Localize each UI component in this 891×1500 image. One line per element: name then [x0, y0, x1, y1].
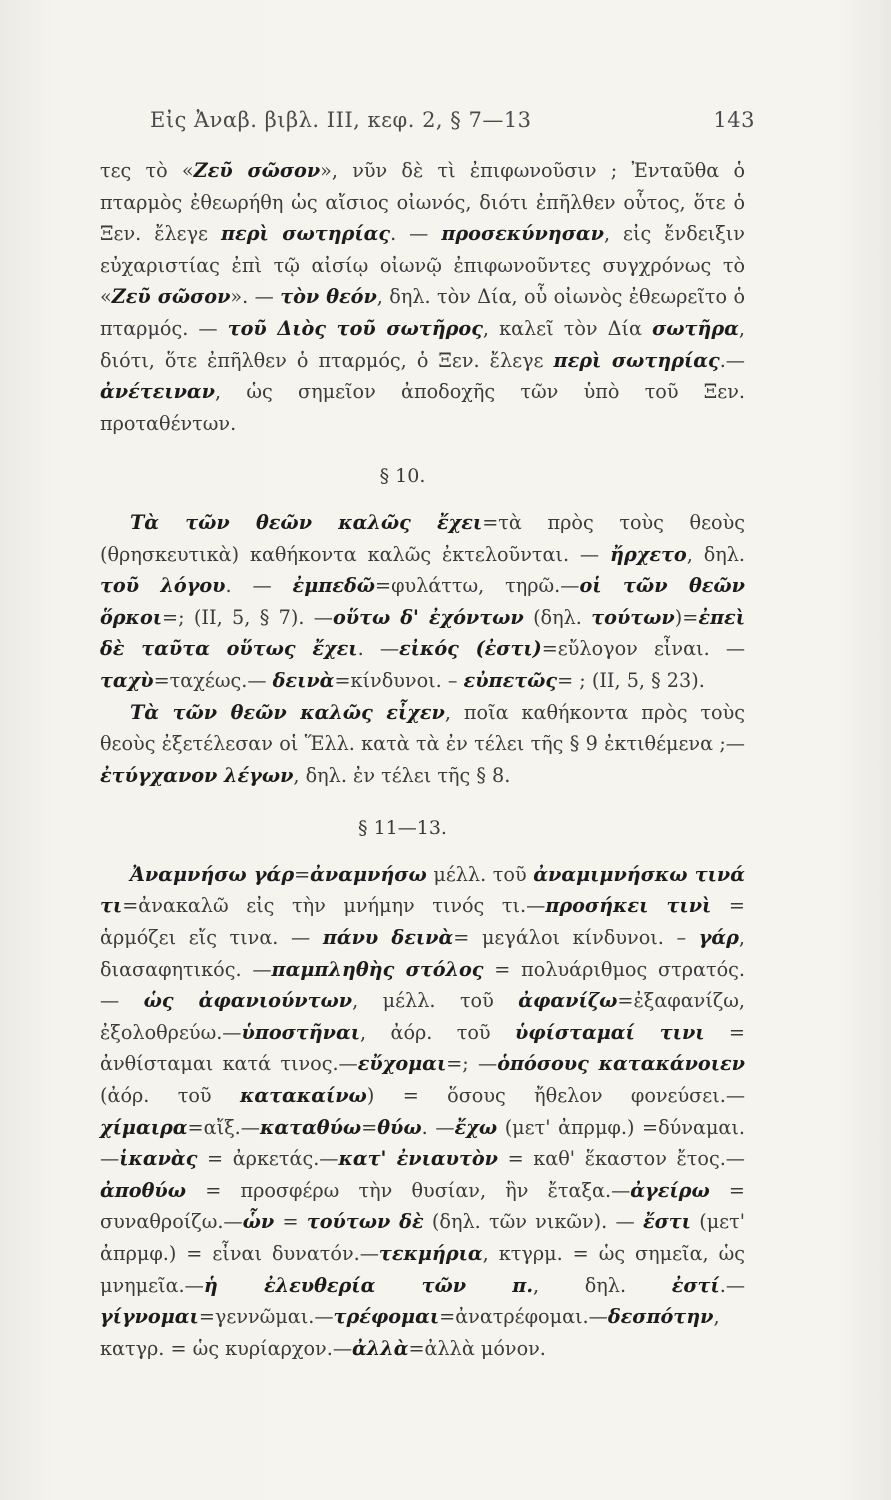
- lemma: ἐτύγχανον λέγων: [100, 763, 294, 787]
- lemma: δεσπότην: [607, 1305, 714, 1329]
- lemma: ἡ ἐλευθερία τῶν π.: [203, 1273, 534, 1297]
- gloss-text: = πολυάριθμος στρατός. —: [100, 957, 746, 1013]
- lemma: εἰκός (ἐστι): [399, 637, 542, 661]
- lemma: γίγνομαι: [100, 1305, 199, 1329]
- gloss-text: , δηλ. ἐν τέλει τῆς § 8.: [293, 763, 511, 787]
- lemma: τοῦ Διὸς τοῦ σωτῆρος: [227, 316, 483, 340]
- lemma: ὡς ἀφανιούντων: [143, 989, 353, 1013]
- gloss-text: , ποῖα καθήκοντα πρὸς τοὺς θεοὺς ἐξετέλεσαν οἱ Ἕλλ. κατὰ τὰ ἐν τέλει τῆς § 9 ἐκτιθέμενα ;—: [100, 700, 745, 756]
- lemma: καταθύω: [259, 1115, 362, 1139]
- lemma: ἔχω: [454, 1115, 498, 1139]
- lemma: ἱκανὰς: [119, 1147, 198, 1171]
- running-header: [150, 108, 755, 132]
- lemma: κατ' ἐνιαυτὸν: [338, 1147, 498, 1171]
- lemma: χίμαιρα: [100, 1115, 188, 1139]
- lemma: ἀφανίζω: [518, 989, 618, 1013]
- gloss-text: =; (II, 5, § 7). —: [162, 605, 333, 629]
- lemma: τούτων: [591, 605, 675, 629]
- gloss-text: ) = ὅσους ἤθελον φονεύσει.—: [366, 1084, 746, 1108]
- gloss-text: =ἀλλὰ μόνον.: [408, 1336, 546, 1360]
- lemma: ἀναμιμνήσκω τινά τι: [100, 862, 745, 918]
- gloss-text: . —: [390, 222, 442, 246]
- gloss-text: =αἴξ.—: [187, 1115, 260, 1139]
- gloss-text: = ἀρκετάς.—: [197, 1147, 339, 1171]
- lemma: ἐστί: [671, 1273, 720, 1297]
- gloss-text: , καλεῖ τὸν Δία: [482, 316, 653, 340]
- commentary-paragraph: [100, 507, 745, 697]
- gloss-text: =: [294, 862, 311, 886]
- gloss-text: =γεννῶμαι.—: [198, 1305, 334, 1329]
- lemma: πάνυ δεινὰ: [322, 926, 454, 950]
- gloss-text: .—: [719, 348, 745, 372]
- lemma: ἤρχετο: [610, 542, 687, 566]
- lemma: οἱ τῶν θεῶν ὅρκοι: [100, 574, 745, 629]
- gloss-text: , δηλ.: [533, 1273, 672, 1297]
- lemma: Τὰ τῶν θεῶν καλῶς ἔχει: [130, 510, 483, 534]
- lemma: οὕτω δ' ἐχόντων: [332, 605, 524, 629]
- gloss-text: = ἁρμόζει εἴς τινα. —: [100, 894, 745, 950]
- section-heading: § 10.: [379, 465, 426, 488]
- gloss-text: =εὔλογον εἶναι. —: [541, 637, 746, 661]
- lemma: ταχὺ: [100, 668, 154, 692]
- gloss-text: = ἀνθίσταμαι κατά τινος.—: [100, 1020, 745, 1076]
- gloss-text: , εἰς ἔνδειξιν εὐχαριστίας ἐπὶ τῷ αἰσίῳ οἰωνῷ ἐπιφωνοῦντες συγχρόνως τὸ «: [100, 222, 745, 309]
- lemma: ἀγείρω: [630, 1178, 710, 1202]
- gloss-text: = προσφέρω τὴν θυσίαν, ἣν ἔταξα.—: [186, 1178, 631, 1202]
- running-title: Εἰς Ἀναβ. βιβλ. III, κεφ. 2, § 7—13: [150, 108, 532, 132]
- lemma: ἀλλὰ: [352, 1336, 409, 1360]
- commentary-paragraph: [100, 697, 745, 792]
- gloss-text: =ἀνακαλῶ εἰς τὴν μνήμην τινός τι.—: [122, 894, 546, 918]
- gloss-text: . —: [225, 574, 293, 598]
- gloss-text: =; —: [446, 1052, 498, 1076]
- lemma: θύω: [377, 1115, 422, 1139]
- gloss-text: , δηλ. τὸν Δία, οὗ οἰωνὸς ἐθεωρεῖτο ὁ πταρμός. —: [100, 285, 745, 340]
- lemma: περὶ σωτηρίας: [553, 348, 720, 372]
- gloss-text: τες τὸ «: [100, 159, 194, 182]
- lemma: Ζεῦ σῶσον: [111, 285, 231, 309]
- lemma: γάρ: [698, 926, 739, 950]
- lemma: ὑφίσταμαί τινι: [514, 1020, 705, 1044]
- lemma: ἐπεὶ δὲ ταῦτα οὕτως ἔχει: [100, 605, 745, 661]
- gloss-text: μέλλ. τοῦ: [426, 862, 534, 886]
- gloss-text: , δηλ.: [686, 542, 745, 566]
- lemma: ὁπόσους κατακάνοιεν: [497, 1052, 745, 1076]
- lemma: Τὰ τῶν θεῶν καλῶς εἶχεν: [130, 700, 445, 724]
- gloss-text: =ταχέως.—: [153, 668, 273, 692]
- gloss-text: (δηλ.: [523, 605, 592, 629]
- gloss-text: )=: [674, 605, 699, 629]
- gloss-text: =ἀνατρέφομαι.—: [439, 1305, 608, 1329]
- lemma: ἀναμνήσω: [310, 862, 427, 886]
- lemma: τεκμήρια: [378, 1242, 483, 1265]
- commentary-paragraph: [100, 155, 745, 439]
- gloss-text: , μέλλ. τοῦ: [352, 989, 519, 1013]
- gloss-text: , ἀόρ. τοῦ: [360, 1020, 515, 1044]
- section-heading: § 11—13.: [358, 817, 447, 840]
- gloss-text: , διασαφητικός. —: [100, 926, 745, 981]
- page-body: [100, 155, 745, 1364]
- lemma: ἀποθύω: [100, 1178, 186, 1202]
- lemma: προσήκει τινὶ: [545, 894, 712, 918]
- gloss-text: (δηλ. τῶν νικῶν). —: [423, 1210, 643, 1234]
- lemma: τρέφομαι: [333, 1305, 440, 1329]
- gloss-text: . —: [357, 637, 400, 661]
- gloss-text: =: [361, 1115, 378, 1139]
- commentary-paragraph: [100, 859, 745, 1365]
- gloss-text: = ; (II, 5, § 23).: [557, 668, 705, 692]
- lemma: τὸν θεόν: [280, 285, 377, 309]
- gloss-text: (μετ' ἀπρμφ.) = εἶναι δυνατόν.—: [100, 1210, 745, 1265]
- lemma: τοῦ λόγου: [100, 574, 226, 598]
- gloss-text: = μεγάλοι κίνδυνοι. –: [453, 926, 699, 950]
- lemma: ἔστι: [642, 1210, 691, 1234]
- lemma: εὔχομαι: [357, 1052, 447, 1076]
- lemma: σωτῆρα: [652, 316, 739, 340]
- gloss-text: =: [274, 1210, 307, 1234]
- gloss-text: (μετ' ἀπρμφ.) =δύναμαι.—: [100, 1115, 746, 1171]
- gloss-text: .—: [719, 1273, 746, 1297]
- page-number: 143: [713, 108, 755, 132]
- lemma: περὶ σωτηρίας: [220, 222, 391, 246]
- lemma: Ἀναμνήσω γάρ: [130, 862, 295, 886]
- gloss-text: , κατγρ. = ὡς κυρίαρχον.—: [100, 1305, 720, 1360]
- lemma: ὧν: [242, 1210, 275, 1234]
- lemma: ὑποστῆναι: [241, 1020, 361, 1044]
- lemma: ἀνέτειναν: [100, 380, 215, 404]
- lemma: τούτων δὲ: [306, 1210, 424, 1234]
- gloss-text: = καθ' ἕκαστον ἔτος.—: [497, 1147, 745, 1171]
- gloss-text: = συναθροίζω.—: [100, 1178, 745, 1234]
- gloss-text: =ἐξαφανίζω, ἐξολοθρεύω.—: [100, 989, 745, 1044]
- lemma: κατακαίνω: [239, 1084, 367, 1108]
- gloss-text: =κίνδυνοι. –: [334, 668, 464, 692]
- gloss-text: =φυλάττω, τηρῶ.—: [375, 574, 580, 598]
- lemma: εὐπετῶς: [463, 668, 558, 692]
- gloss-text: , ὡς σημεῖον ἀποδοχῆς τῶν ὑπὸ τοῦ Ξεν. προταθέντων.: [100, 380, 745, 435]
- lemma: ἐμπεδῶ: [292, 574, 376, 598]
- lemma: προσεκύνησαν: [441, 222, 604, 246]
- gloss-text: , διότι, ὅτε ἐπῆλθεν ὁ πταρμός, ὁ Ξεν. ἔλεγε: [100, 316, 745, 372]
- gloss-text: , κτγρμ. = ὡς σημεῖα, ὡς μνημεῖα.—: [100, 1242, 746, 1297]
- gloss-text: », νῦν δὲ τὶ ἐπιφωνοῦσιν ; Ἐνταῦθα ὁ πταρμὸς ἐθεωρήθη ὡς αἴσιος οἰωνός, διότι ἐπῆλθεν οὗτος, ὅτε ὁ Ξεν. ἔλεγε: [100, 159, 746, 246]
- gloss-text: . —: [421, 1115, 455, 1139]
- lemma: παμπληθὴς στόλος: [271, 957, 484, 981]
- gloss-text: =τὰ πρὸς τοὺς θεοὺς (θρησκευτικὰ) καθήκοντα καλῶς ἐκτελοῦνται. —: [100, 510, 746, 566]
- lemma: Ζεῦ σῶσον: [193, 159, 321, 182]
- gloss-text: ». —: [230, 285, 281, 309]
- lemma: δεινὰ: [272, 668, 335, 692]
- gloss-text: (ἀόρ. τοῦ: [100, 1084, 240, 1108]
